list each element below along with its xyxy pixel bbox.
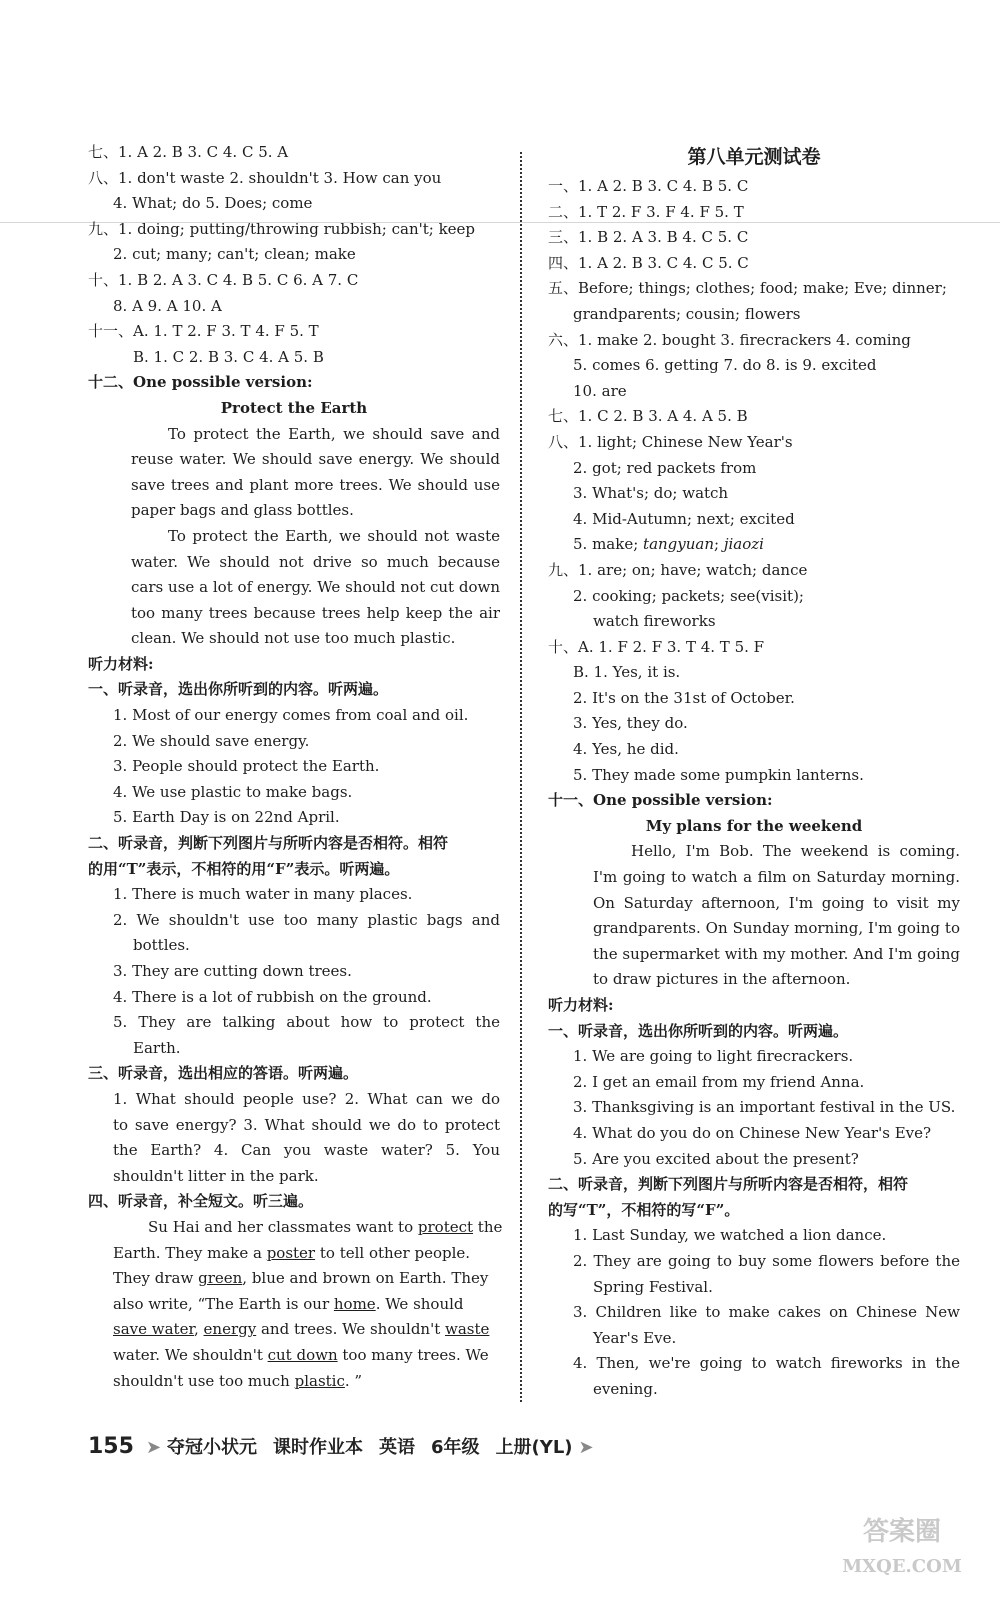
answer-line: 5. comes 6. getting 7. do 8. is 9. excited xyxy=(573,356,877,375)
script-line: 4. There is a lot of rubbish on the ground. xyxy=(113,987,432,1006)
script-line: 2. We shouldn't use too many plastic bags and xyxy=(113,910,500,929)
passage-line xyxy=(88,1215,503,1241)
answer-line: 5. They made some pumpkin lanterns. xyxy=(573,765,864,784)
watermark-logo xyxy=(822,1500,982,1590)
answer-line: 3. Yes, they do. xyxy=(573,714,688,733)
answer-line: 七、1. C 2. B 3. A 4. A 5. B xyxy=(548,407,748,426)
script-line: 1. There is much water in many places. xyxy=(113,885,413,904)
answer-text: 5. make; xyxy=(573,535,644,554)
section-label: 十二、One possible version: xyxy=(88,373,313,392)
passage-text: , blue and brown on Earth. They xyxy=(242,1269,489,1288)
unit-test-title: 第八单元测试卷 xyxy=(687,146,821,168)
script-line: 4. What do you do on Chinese New Year's Eve? xyxy=(573,1123,932,1142)
blank-answer: cut down xyxy=(267,1345,338,1364)
script-line: 1. What should people use? 2. What can we do xyxy=(113,1089,500,1108)
script-line: 4. We use plastic to make bags. xyxy=(113,782,353,801)
answer-line: 4. What; do 5. Does; come xyxy=(113,194,313,213)
passage-line xyxy=(88,1343,500,1369)
section-heading: 一、听录音，选出你所听到的内容。听两遍。 xyxy=(88,680,389,699)
script-line: shouldn't litter in the park. xyxy=(113,1166,319,1185)
answer-line: 十、A. 1. F 2. F 3. T 4. T 5. F xyxy=(548,637,765,656)
answer-line: 四、1. A 2. B 3. C 4. C 5. C xyxy=(548,253,749,272)
script-line: the Earth? 4. Can you waste water? 5. You xyxy=(113,1141,500,1160)
essay-line: too many trees because trees help keep the air xyxy=(131,603,500,622)
answer-line: B. 1. C 2. B 3. C 4. A 5. B xyxy=(133,347,324,366)
section-heading: 二、听录音，判断下列图片与所听内容是否相符，相符 xyxy=(548,1175,909,1194)
answer-line: 九、1. doing; putting/throwing rubbish; can't; keep xyxy=(88,219,476,238)
essay-line: I'm going to watch a film on Saturday morning. xyxy=(593,868,960,887)
script-line: 3. People should protect the Earth. xyxy=(113,757,380,776)
answer-line: 8. A 9. A 10. A xyxy=(113,296,222,315)
listening-heading: 听力材料: xyxy=(548,996,614,1014)
answer-line xyxy=(548,532,960,558)
passage-text: also write, “The Earth is our xyxy=(113,1294,334,1313)
answer-line: 4. Mid-Autumn; next; excited xyxy=(573,509,795,528)
essay-line: water. We should not drive so much because xyxy=(131,552,500,571)
passage-text: the xyxy=(473,1217,503,1236)
answer-text-italic: jiaozi xyxy=(723,535,764,554)
brand-name: 夺冠小状元 xyxy=(167,1437,258,1458)
subject-name: 英语 xyxy=(379,1437,416,1458)
section-heading: 的用“T”表示，不相符的用“F”表示。听两遍。 xyxy=(88,859,400,878)
answer-line: 三、1. B 2. A 3. B 4. C 5. C xyxy=(548,228,749,247)
blank-answer: energy xyxy=(203,1320,257,1339)
essay-title: My plans for the weekend xyxy=(645,816,863,835)
script-line: evening. xyxy=(593,1379,658,1398)
left-column xyxy=(88,140,503,1394)
answer-line: 10. are xyxy=(573,381,627,400)
essay-line: grandparents. On Sunday morning, I'm going to xyxy=(593,919,960,938)
answer-line: 4. Yes, he did. xyxy=(573,740,679,759)
script-line: 4. Then, we're going to watch fireworks in the xyxy=(573,1354,960,1373)
essay-line: To protect the Earth, we should save and xyxy=(168,424,500,443)
section-heading: 一、听录音，选出你所听到的内容。听两遍。 xyxy=(548,1021,849,1040)
section-heading: 三、听录音，选出相应的答语。听两遍。 xyxy=(88,1064,359,1083)
answer-line: 二、1. T 2. F 3. F 4. F 5. T xyxy=(548,202,744,221)
passage-text: Su Hai and her classmates want to xyxy=(148,1217,418,1236)
blank-answer: waste xyxy=(445,1320,490,1339)
volume-label: 上册(YL) xyxy=(495,1437,573,1458)
passage-text: They draw xyxy=(113,1269,199,1288)
listening-heading: 听力材料: xyxy=(88,654,154,673)
answer-line: 七、1. A 2. B 3. C 4. C 5. A xyxy=(88,143,289,161)
answer-line: 2. cut; many; can't; clean; make xyxy=(113,245,356,264)
script-line: 1. Last Sunday, we watched a lion dance. xyxy=(573,1226,887,1245)
passage-text: shouldn't use too much xyxy=(113,1371,295,1390)
answer-text-italic: tangyuan xyxy=(643,535,715,554)
script-line: 5. Earth Day is on 22nd April. xyxy=(113,808,340,827)
blank-answer: poster xyxy=(266,1243,316,1262)
essay-line: clean. We should not use too much plastic. xyxy=(131,629,456,648)
arrow-icon: ➤ xyxy=(145,1437,162,1458)
script-line: 3. Children like to make cakes on Chinese New xyxy=(573,1303,960,1322)
answer-line: 2. got; red packets from xyxy=(573,458,757,477)
blank-answer: plastic xyxy=(294,1371,345,1390)
answer-line: 3. What's; do; watch xyxy=(573,484,729,503)
blank-answer: home xyxy=(333,1294,376,1313)
script-line: 2. I get an email from my friend Anna. xyxy=(573,1072,865,1091)
answer-line: watch fireworks xyxy=(593,612,716,631)
passage-text: too many trees. We xyxy=(337,1345,489,1364)
answer-line: 2. It's on the 31st of October. xyxy=(573,688,795,707)
script-line: 3. They are cutting down trees. xyxy=(113,962,352,980)
script-line: 2. They are going to buy some flowers before the xyxy=(573,1251,960,1270)
passage-text: and trees. We shouldn't xyxy=(256,1320,445,1339)
page-number: 155 xyxy=(88,1434,134,1459)
essay-line: Hello, I'm Bob. The weekend is coming. xyxy=(631,842,960,861)
script-line: 2. We should save energy. xyxy=(113,731,310,750)
essay-line: reuse water. We should save energy. We should xyxy=(131,450,500,469)
script-line: Spring Festival. xyxy=(593,1277,713,1296)
passage-line xyxy=(88,1369,500,1395)
essay-line: paper bags and glass bottles. xyxy=(131,501,354,520)
answer-text: ; xyxy=(714,535,724,554)
passage-text: , xyxy=(193,1320,204,1339)
script-line: 3. Thanksgiving is an important festival in the US. xyxy=(573,1098,956,1117)
answer-line: grandparents; cousin; flowers xyxy=(573,304,801,323)
script-line: 1. Most of our energy comes from coal and oil. xyxy=(113,706,469,725)
answer-line: 九、1. are; on; have; watch; dance xyxy=(548,560,808,579)
passage-line xyxy=(88,1266,500,1292)
answer-line: 五、Before; things; clothes; food; make; Eve; dinner; xyxy=(548,279,947,298)
essay-title: Protect the Earth xyxy=(220,398,368,417)
essay-line: to draw pictures in the afternoon. xyxy=(593,970,851,989)
essay-line: To protect the Earth, we should not waste xyxy=(168,526,500,545)
script-line: 5. They are talking about how to protect the xyxy=(113,1013,500,1032)
script-line: to save energy? 3. What should we do to protect xyxy=(113,1115,500,1134)
blank-answer: save water xyxy=(113,1320,194,1339)
section-label: 十一、One possible version: xyxy=(548,791,773,810)
column-divider xyxy=(520,152,522,1402)
book-name: 课时作业本 xyxy=(273,1437,364,1458)
passage-text: . ” xyxy=(344,1371,363,1390)
answer-line: 十、1. B 2. A 3. C 4. B 5. C 6. A 7. C xyxy=(88,270,359,289)
essay-line: On Saturday afternoon, I'm going to visit my xyxy=(593,893,960,912)
essay-line: save trees and plant more trees. We should use xyxy=(131,475,500,494)
blank-answer: protect xyxy=(417,1217,474,1236)
section-heading: 二、听录音，判断下列图片与所听内容是否相符。相符 xyxy=(88,834,449,853)
answer-line: 一、1. A 2. B 3. C 4. B 5. C xyxy=(548,177,749,195)
right-column xyxy=(548,140,960,1403)
answer-line: 八、1. don't waste 2. shouldn't 3. How can you xyxy=(88,168,442,187)
script-line: 5. Are you excited about the present? xyxy=(573,1149,859,1168)
script-line: 1. We are going to light firecrackers. xyxy=(573,1047,854,1066)
script-line: bottles. xyxy=(133,936,190,955)
passage-line xyxy=(88,1241,500,1267)
section-heading: 的写“T”，不相符的写“F”。 xyxy=(548,1200,740,1219)
essay-line: the supermarket with my mother. And I'm going xyxy=(593,944,960,963)
watermark-text: 答案圈 xyxy=(862,1517,942,1547)
answer-line: 十一、A. 1. T 2. F 3. T 4. F 5. T xyxy=(88,322,319,341)
arrow-icon: ➤ xyxy=(578,1437,594,1458)
passage-line xyxy=(88,1317,500,1343)
essay-line: cars use a lot of energy. We should not cut down xyxy=(131,578,500,597)
answer-line: 六、1. make 2. bought 3. firecrackers 4. coming xyxy=(548,330,911,349)
page-footer xyxy=(88,1433,600,1459)
blank-answer: green xyxy=(198,1269,243,1288)
answer-line: 2. cooking; packets; see(visit); xyxy=(573,586,804,605)
script-line: Year's Eve. xyxy=(593,1328,677,1347)
passage-text: . We should xyxy=(375,1294,464,1313)
watermark-url: MXQE.COM xyxy=(842,1556,962,1577)
passage-text: Earth. They make a xyxy=(113,1243,267,1262)
answer-line: 八、1. light; Chinese New Year's xyxy=(548,432,793,451)
answer-line: B. 1. Yes, it is. xyxy=(573,663,681,682)
passage-line xyxy=(88,1292,500,1318)
section-heading: 四、听录音，补全短文。听三遍。 xyxy=(88,1192,314,1211)
passage-text: to tell other people. xyxy=(315,1243,471,1262)
grade-label: 6年级 xyxy=(431,1437,480,1458)
script-line: Earth. xyxy=(133,1038,181,1057)
passage-text: water. We shouldn't xyxy=(113,1345,268,1364)
